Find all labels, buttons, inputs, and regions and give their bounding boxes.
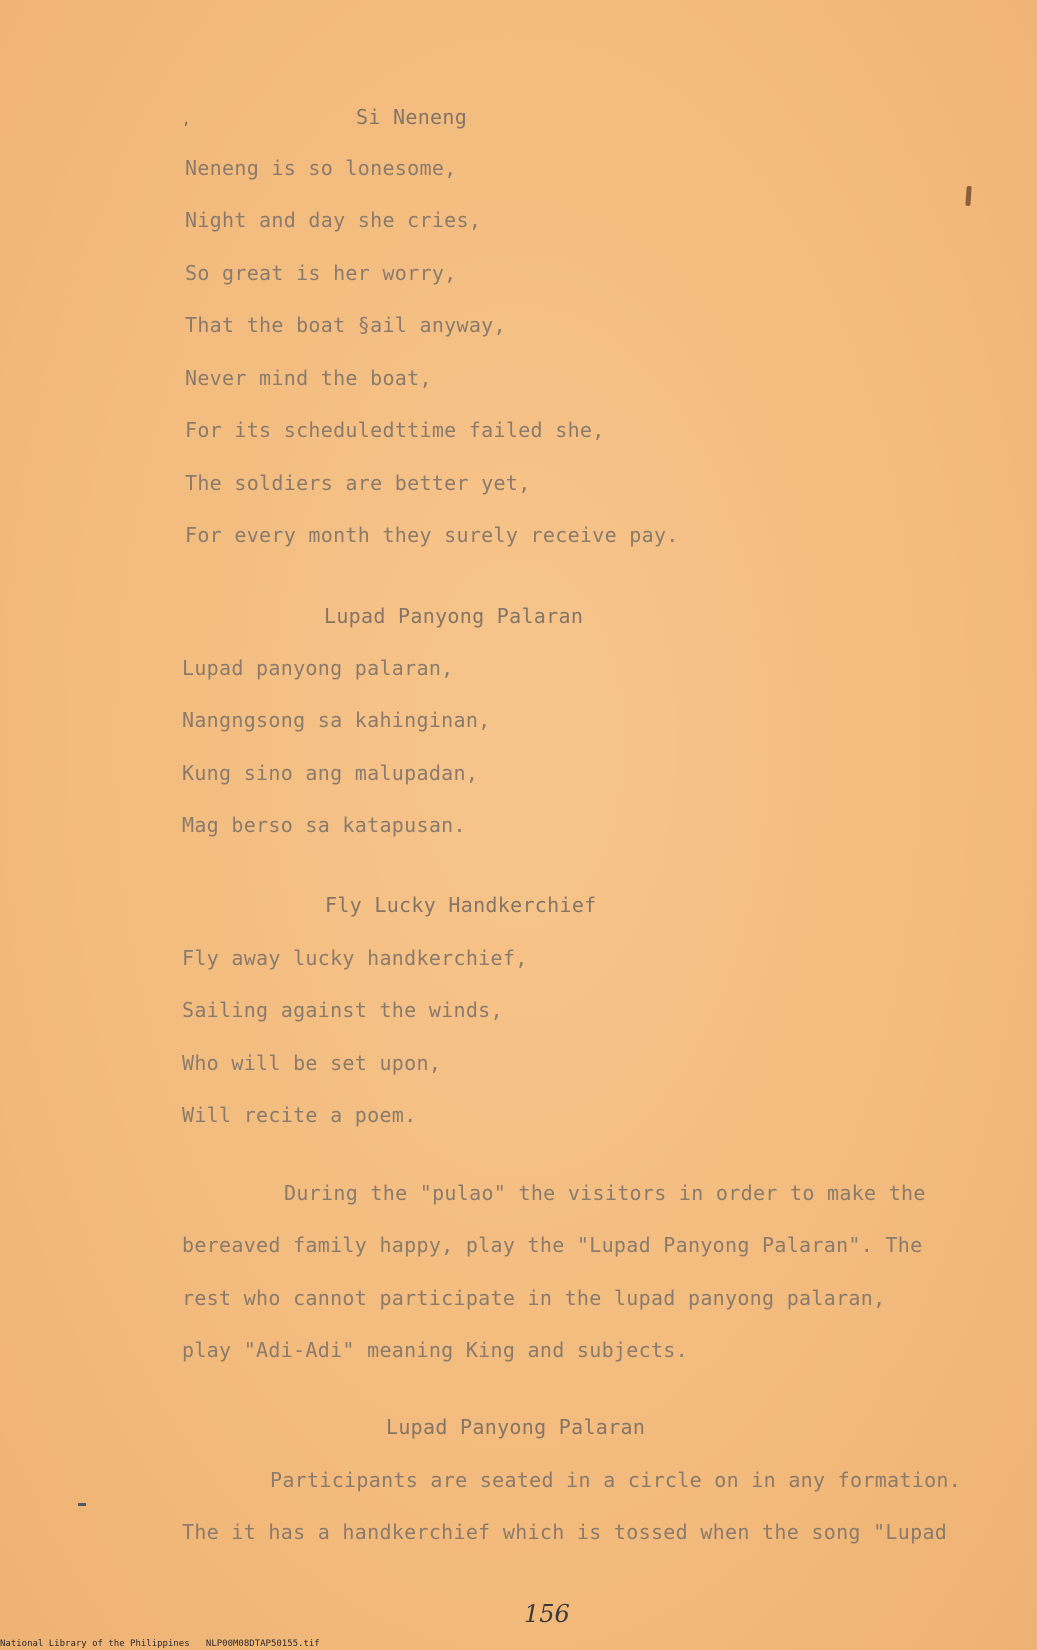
footer-institution: National Library of the Philippines <box>0 1639 190 1649</box>
paragraph-line: play "Adi-Adi" meaning King and subjects. <box>182 1338 688 1362</box>
page-number: 156 <box>524 1600 570 1628</box>
poem-line: Nangngsong sa kahinginan, <box>182 708 491 732</box>
poem-line: Never mind the boat, <box>185 366 432 390</box>
paper-speck <box>965 186 971 206</box>
poem-line: For every month they surely receive pay. <box>185 523 679 547</box>
section-line: Participants are seated in a circle on in any formation. <box>270 1468 962 1492</box>
poem-line: Sailing against the winds, <box>182 998 503 1022</box>
paragraph-line: During the "pulao" the visitors in order to make the <box>284 1181 926 1205</box>
poem-line: Will recite a poem. <box>182 1103 417 1127</box>
scan-footer <box>0 1638 1037 1650</box>
poem-line: Night and day she cries, <box>185 208 482 232</box>
poem-line: For its scheduledttime failed she, <box>185 418 605 442</box>
stray-mark: ‚ <box>182 112 191 128</box>
footer-filename: NLP00M08DTAP50155.tif <box>205 1639 320 1649</box>
poem-line: Kung sino ang malupadan, <box>182 761 479 785</box>
poem-line: So great is her worry, <box>185 261 457 285</box>
poem-line: Who will be set upon, <box>182 1051 442 1075</box>
poem-line: The soldiers are better yet, <box>185 471 531 495</box>
poem-line: Mag berso sa katapusan. <box>182 813 466 837</box>
section-title-lupad-panyong-palaran: Lupad Panyong Palaran <box>386 1415 646 1439</box>
poem-line: Lupad panyong palaran, <box>182 656 454 680</box>
poem-title-si-neneng: Si Neneng <box>356 105 468 129</box>
poem-title-fly-lucky-handkerchief: Fly Lucky Handkerchief <box>325 893 597 917</box>
margin-mark <box>78 1503 86 1506</box>
paragraph-line: bereaved family happy, play the "Lupad Panyong Palaran". The <box>182 1233 923 1257</box>
poem-title-lupad-panyong-palaran: Lupad Panyong Palaran <box>324 604 584 628</box>
section-line: The it has a handkerchief which is tossed when the song "Lupad <box>182 1520 948 1544</box>
poem-line: Neneng is so lonesome, <box>185 156 457 180</box>
poem-line: Fly away lucky handkerchief, <box>182 946 528 970</box>
poem-line: That the boat §ail anyway, <box>185 313 506 337</box>
paragraph-line: rest who cannot participate in the lupad panyong palaran, <box>182 1286 886 1310</box>
